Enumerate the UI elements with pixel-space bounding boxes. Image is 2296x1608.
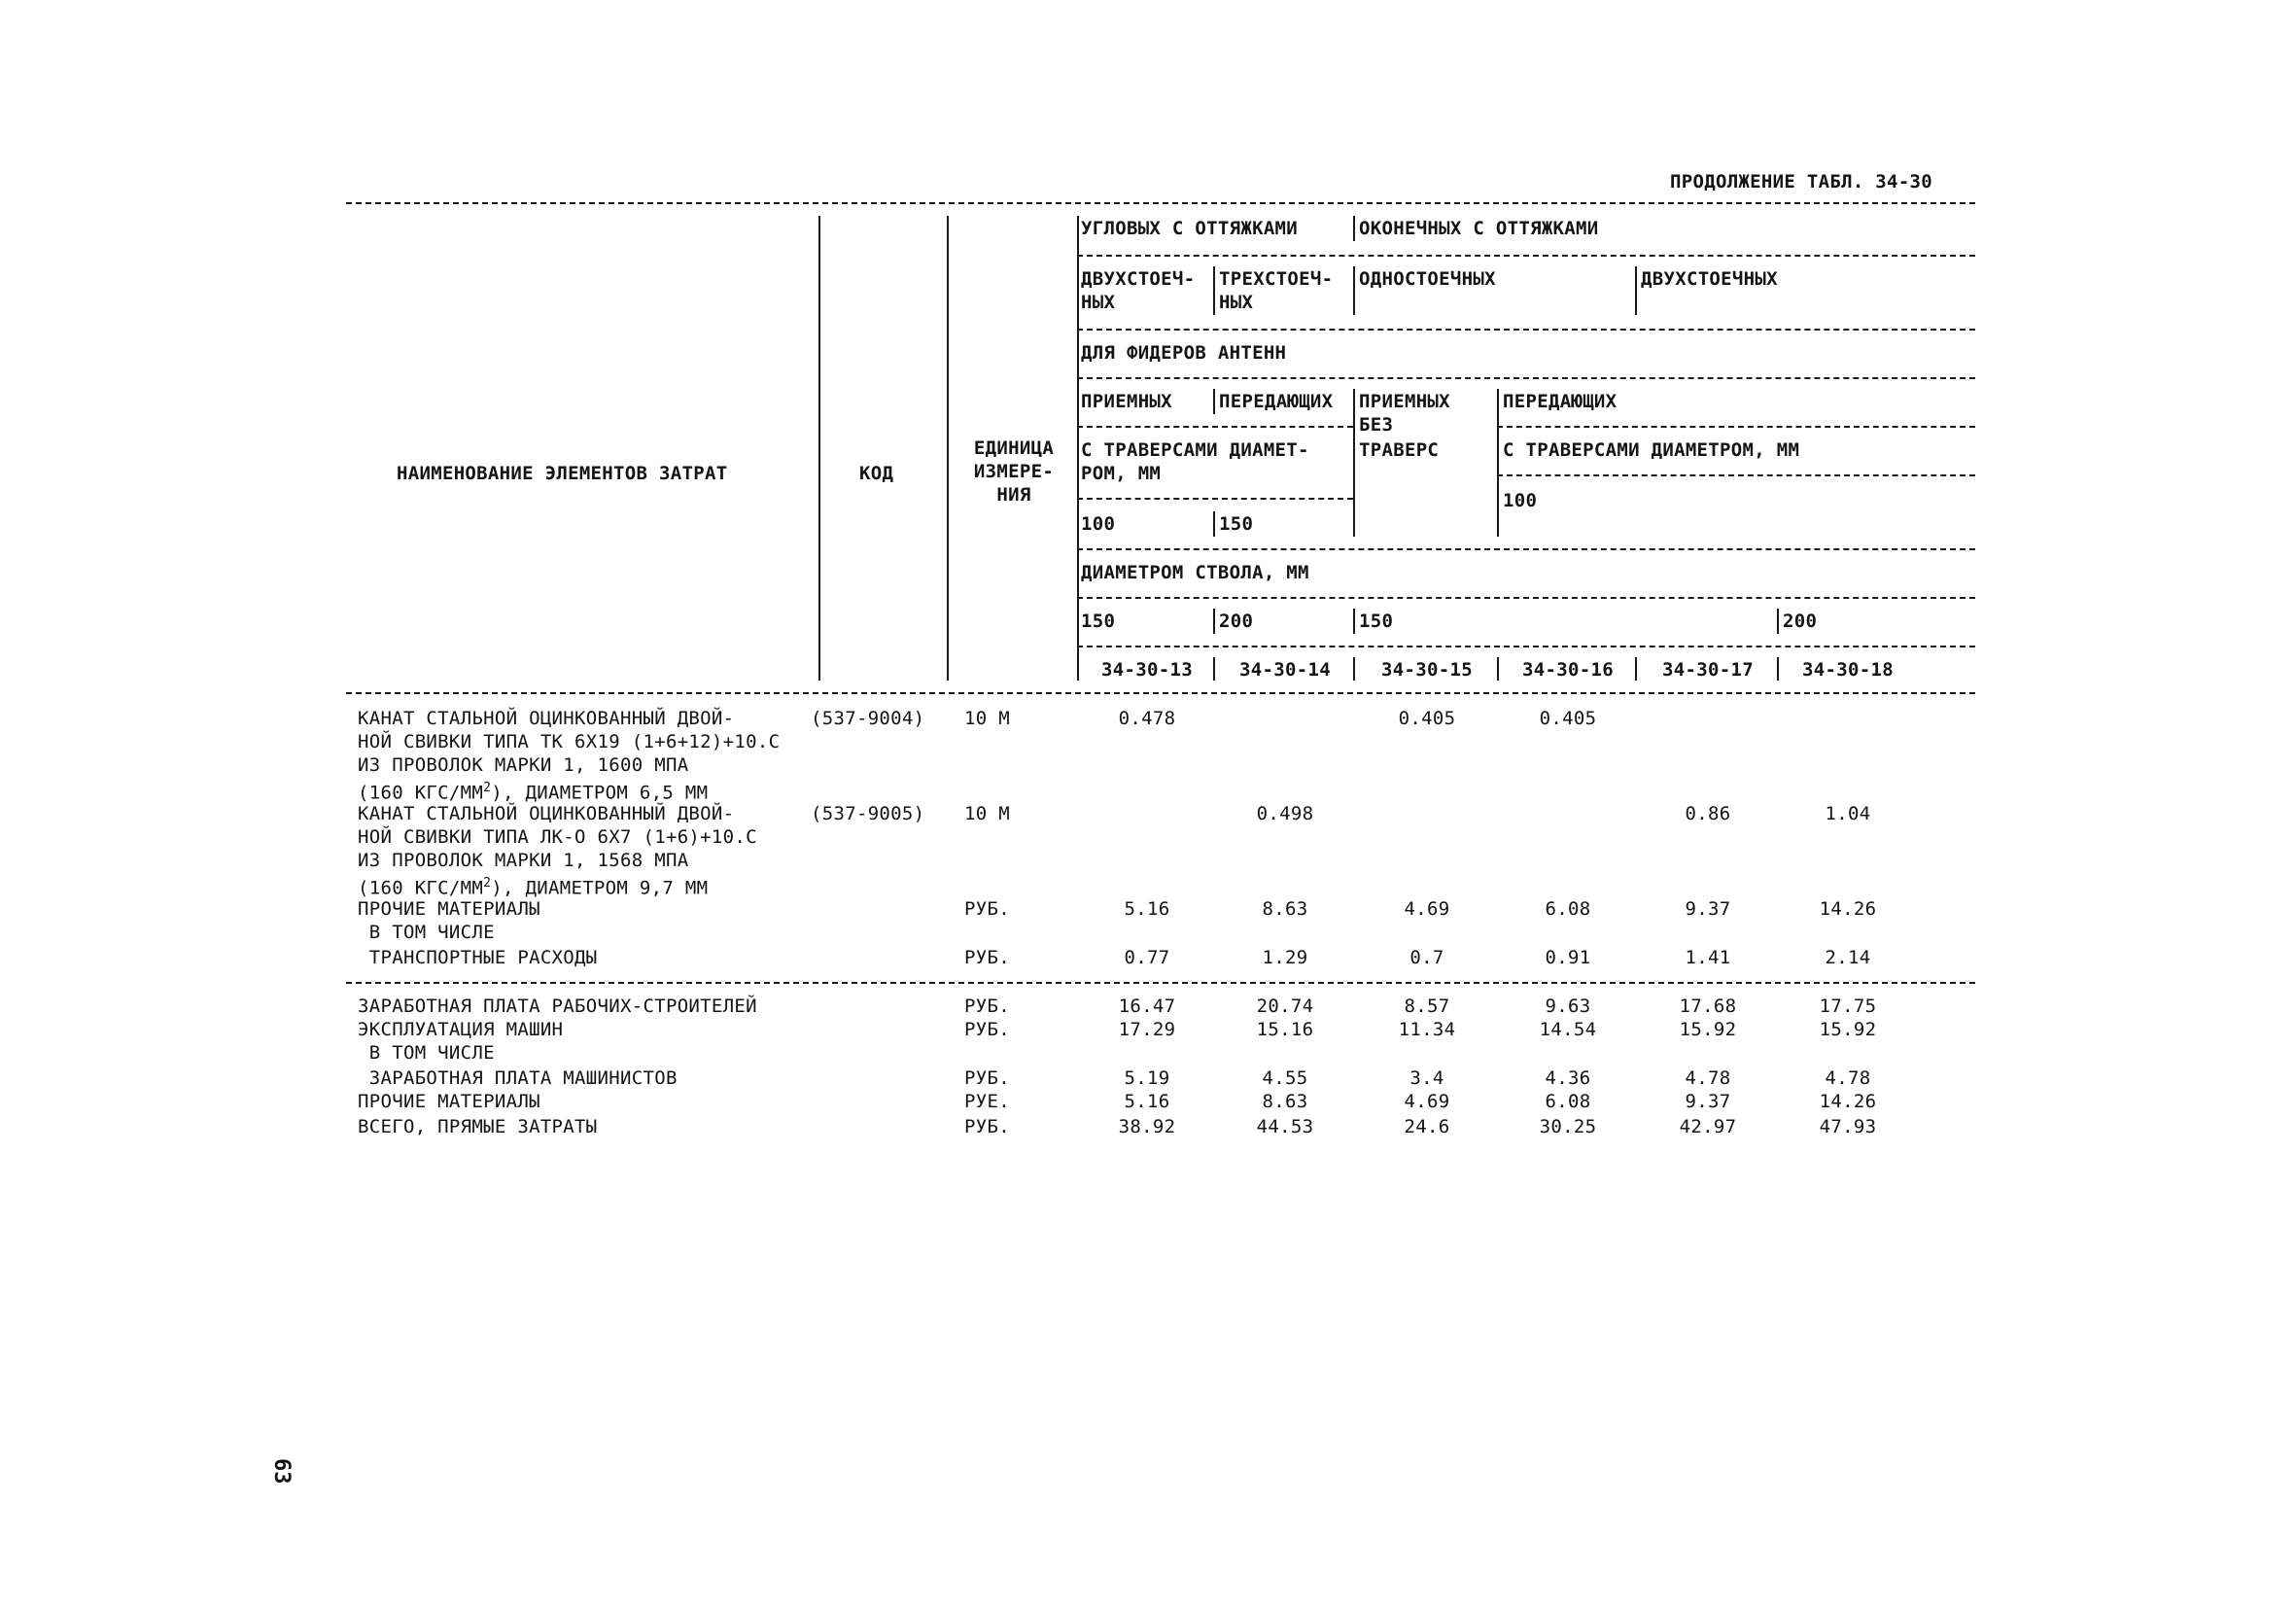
row-label: ЗАРАБОТНАЯ ПЛАТА МАШИНИСТОВ: [358, 1067, 678, 1089]
code-column-heading: КОД: [859, 463, 894, 484]
heading-without-cont: ТРАВЕРС: [1359, 439, 1440, 461]
row-value: 0.405: [1398, 708, 1456, 729]
row-value: 14.26: [1819, 898, 1877, 920]
heading-with-traverses-diameter: С ТРАВЕРСАМИ ДИАМЕТРОМ, ММ: [1503, 439, 1800, 461]
row-label: ЗАРАБОТНАЯ ПЛАТА РАБОЧИХ-СТРОИТЕЛЕЙ: [358, 996, 757, 1017]
heading-divider: [1353, 216, 1355, 241]
page-number: 63: [269, 1458, 294, 1485]
header-rule: [1077, 255, 1975, 257]
row-unit: РУБ.: [964, 898, 1010, 920]
row-value: 17.75: [1819, 996, 1877, 1017]
row-value: 3.4: [1409, 1067, 1444, 1089]
heading-terminal: ОКОНЕЧНЫХ С ОТТЯЖКАМИ: [1359, 218, 1599, 239]
header-col-divider: [818, 216, 820, 681]
row-value: 0.7: [1409, 947, 1444, 968]
row-value: 0.91: [1545, 947, 1591, 968]
heading-trunk-150-2: 150: [1359, 611, 1394, 632]
row-value: 8.63: [1262, 898, 1308, 920]
row-label-line: [358, 873, 708, 898]
header-rule: [1077, 426, 1353, 428]
row-value: 42.97: [1679, 1116, 1737, 1137]
row-label-line: [358, 778, 708, 803]
row-value: 44.53: [1256, 1116, 1314, 1137]
heading-transmitting: ПЕРЕДАЮЩИХ: [1219, 391, 1334, 412]
header-col-divider: [947, 216, 949, 681]
row-value: 4.78: [1685, 1067, 1731, 1089]
row-value: 5.16: [1124, 898, 1170, 920]
heading-without: БЕЗ: [1359, 414, 1394, 436]
column-code: 34-30-18: [1802, 659, 1894, 681]
row-label-part: ), ДИАМЕТРОМ 6,5 ММ: [491, 782, 709, 804]
heading-two-post-cont: НЫХ: [1081, 292, 1116, 313]
row-value: 0.498: [1256, 803, 1314, 824]
heading-two-post: ДВУХСТОЕЧ-: [1081, 268, 1196, 290]
unit-heading-line: ЕДИНИЦА: [973, 437, 1055, 459]
heading-divider: [1213, 609, 1215, 634]
heading-three-post: ТРЕХСТОЕЧ-: [1219, 268, 1334, 290]
heading-level-7: ДИАМЕТРОМ СТВОЛА, ММ: [1081, 562, 1309, 583]
unit-heading-line: ИЗМЕРЕ-: [973, 461, 1055, 482]
unit-heading-line: НИЯ: [996, 484, 1031, 506]
heading-divider: [1497, 657, 1499, 681]
row-value: 0.86: [1685, 803, 1731, 824]
superscript: 2: [483, 781, 492, 795]
heading-divider: [1213, 511, 1215, 537]
row-value: 4.55: [1262, 1067, 1308, 1089]
row-value: 8.57: [1404, 996, 1450, 1017]
row-label: ЭКСПЛУАТАЦИЯ МАШИН: [358, 1019, 564, 1040]
row-unit: РУБ.: [964, 1116, 1010, 1137]
resource-code: (537-9004): [811, 708, 925, 729]
row-unit: РУБ.: [964, 1067, 1010, 1089]
row-label-part: ), ДИАМЕТРОМ 9,7 ММ: [491, 877, 709, 899]
row-value: 5.16: [1124, 1091, 1170, 1112]
heading-with-traverses-cont: РОМ, ММ: [1081, 463, 1162, 484]
heading-diameter-100: 100: [1081, 513, 1116, 535]
column-code: 34-30-16: [1522, 659, 1614, 681]
row-unit: 10 М: [964, 803, 1010, 824]
row-value: 8.63: [1262, 1091, 1308, 1112]
section-rule: [346, 982, 1975, 984]
row-value: 4.69: [1404, 898, 1450, 920]
heading-with-traverses: С ТРАВЕРСАМИ ДИАМЕТ-: [1081, 439, 1309, 461]
row-value: 17.29: [1118, 1019, 1176, 1040]
heading-level-3: ДЛЯ ФИДЕРОВ АНТЕНН: [1081, 342, 1287, 364]
column-code: 34-30-13: [1101, 659, 1193, 681]
row-label-line: КАНАТ СТАЛЬНОЙ ОЦИНКОВАННЫЙ ДВОЙ-: [358, 803, 735, 824]
heading-trunk-200-2: 200: [1783, 611, 1818, 632]
row-label-part: (160 КГС/ММ: [358, 877, 484, 899]
heading-divider: [1213, 389, 1215, 414]
row-value: 5.19: [1124, 1067, 1170, 1089]
superscript: 2: [483, 876, 492, 891]
row-value: 24.6: [1404, 1116, 1450, 1137]
row-value: 9.63: [1545, 996, 1591, 1017]
heading-receiving-2: ПРИЕМНЫХ: [1359, 391, 1450, 412]
row-value: 14.54: [1539, 1019, 1597, 1040]
header-rule: [1497, 426, 1975, 428]
row-label: В ТОМ ЧИСЛЕ: [358, 922, 495, 943]
heading-transmitting-2: ПЕРЕДАЮЩИХ: [1503, 391, 1618, 412]
row-label-line: НОЙ СВИВКИ ТИПА ЛК-О 6Х7 (1+6)+10.С: [358, 826, 757, 848]
heading-single-post: ОДНОСТОЕЧНЫХ: [1359, 268, 1496, 290]
heading-divider: [1777, 609, 1779, 634]
heading-three-post-cont: НЫХ: [1219, 292, 1254, 313]
row-value: 4.69: [1404, 1091, 1450, 1112]
row-value: 6.08: [1545, 1091, 1591, 1112]
row-value: 38.92: [1118, 1116, 1176, 1137]
heading-divider: [1497, 389, 1499, 537]
header-rule: [1077, 377, 1975, 379]
header-rule: [1497, 474, 1975, 476]
heading-divider: [1353, 266, 1355, 315]
row-unit: РУЕ.: [964, 1091, 1010, 1112]
row-value: 2.14: [1825, 947, 1871, 968]
row-label: ПРОЧИЕ МАТЕРИАЛЫ: [358, 1091, 540, 1112]
heading-divider: [1635, 266, 1637, 315]
header-rule-top: [346, 202, 1975, 204]
row-value: 1.41: [1685, 947, 1731, 968]
heading-trunk-150: 150: [1081, 611, 1116, 632]
row-value: 0.478: [1118, 708, 1176, 729]
row-label-part: (160 КГС/ММ: [358, 782, 484, 804]
heading-trunk-200: 200: [1219, 611, 1254, 632]
row-value: 20.74: [1256, 996, 1314, 1017]
row-value: 16.47: [1118, 996, 1176, 1017]
row-value: 9.37: [1685, 898, 1731, 920]
row-value: 15.16: [1256, 1019, 1314, 1040]
row-value: 15.92: [1819, 1019, 1877, 1040]
name-column-heading: НАИМЕНОВАНИЕ ЭЛЕМЕНТОВ ЗАТРАТ: [397, 463, 728, 484]
row-value: 9.37: [1685, 1091, 1731, 1112]
header-rule: [1077, 548, 1975, 550]
row-value: 0.405: [1539, 708, 1597, 729]
row-unit: РУБ.: [964, 947, 1010, 968]
heading-divider: [1213, 657, 1215, 681]
row-value: 4.36: [1545, 1067, 1591, 1089]
header-rule: [1077, 498, 1353, 500]
row-value: 14.26: [1819, 1091, 1877, 1112]
row-value: 0.77: [1124, 947, 1170, 968]
header-rule: [1077, 329, 1975, 331]
header-rule-bottom: [346, 692, 1975, 694]
header-rule: [1077, 597, 1975, 599]
row-label: ВСЕГО, ПРЯМЫЕ ЗАТРАТЫ: [358, 1116, 598, 1137]
heading-diameter-100-2: 100: [1503, 490, 1538, 511]
column-code: 34-30-14: [1239, 659, 1331, 681]
row-value: 11.34: [1398, 1019, 1456, 1040]
row-label-line: ИЗ ПРОВОЛОК МАРКИ 1, 1568 МПА: [358, 850, 689, 871]
column-code: 34-30-17: [1662, 659, 1754, 681]
row-value: 1.04: [1825, 803, 1871, 824]
heading-diameter-150: 150: [1219, 513, 1254, 535]
heading-divider: [1635, 657, 1637, 681]
resource-code: (537-9005): [811, 803, 925, 824]
row-value: 1.29: [1262, 947, 1308, 968]
heading-divider: [1777, 657, 1779, 681]
header-rule: [1077, 646, 1975, 647]
row-label-line: НОЙ СВИВКИ ТИПА ТК 6Х19 (1+6+12)+10.С: [358, 731, 781, 752]
row-value: 6.08: [1545, 898, 1591, 920]
heading-divider: [1353, 657, 1355, 681]
row-value: 4.78: [1825, 1067, 1871, 1089]
row-label-line: КАНАТ СТАЛЬНОЙ ОЦИНКОВАННЫЙ ДВОЙ-: [358, 708, 735, 729]
row-value: 17.68: [1679, 996, 1737, 1017]
row-value: 47.93: [1819, 1116, 1877, 1137]
heading-divider: [1353, 389, 1355, 537]
row-value: 30.25: [1539, 1116, 1597, 1137]
row-unit: 10 М: [964, 708, 1010, 729]
continuation-caption: ПРОДОЛЖЕНИЕ ТАБЛ. 34-30: [1670, 171, 1932, 192]
row-value: 15.92: [1679, 1019, 1737, 1040]
heading-two-post-terminal: ДВУХСТОЕЧНЫХ: [1641, 268, 1778, 290]
header-col-divider: [1077, 216, 1079, 681]
row-unit: РУБ.: [964, 1019, 1010, 1040]
row-label: ТРАНСПОРТНЫЕ РАСХОДЫ: [358, 947, 598, 968]
row-label: ПРОЧИЕ МАТЕРИАЛЫ: [358, 898, 540, 920]
heading-divider: [1353, 609, 1355, 634]
row-label: В ТОМ ЧИСЛЕ: [358, 1042, 495, 1064]
heading-receiving: ПРИЕМНЫХ: [1081, 391, 1172, 412]
heading-corner: УГЛОВЫХ С ОТТЯЖКАМИ: [1081, 218, 1299, 239]
row-unit: РУБ.: [964, 996, 1010, 1017]
heading-divider: [1213, 266, 1215, 315]
column-code: 34-30-15: [1381, 659, 1473, 681]
row-label-line: ИЗ ПРОВОЛОК МАРКИ 1, 1600 МПА: [358, 754, 689, 776]
